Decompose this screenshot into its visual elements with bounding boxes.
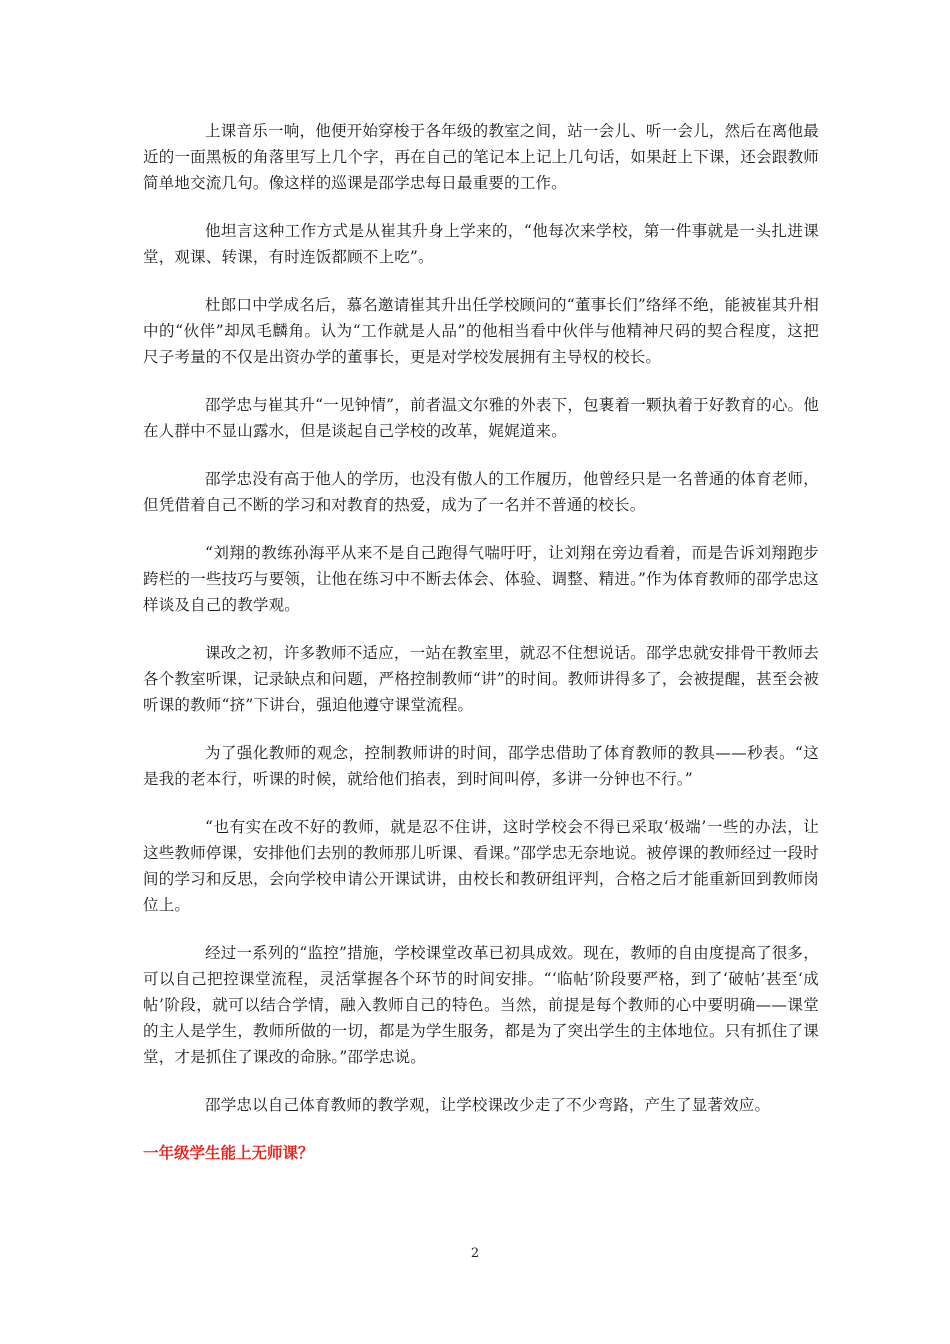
paragraph: 他坦言这种工作方式是从崔其升身上学来的，“他每次来学校，第一件事就是一头扎进课堂，观课、转课，有时连饭都顾不上吃”。 — [143, 222, 819, 266]
paragraph: 上课音乐一响，他便开始穿梭于各年级的教室之间，站一会儿、听一会儿，然后在离他最近的一面黑板的角落里写上几个字，再在自己的笔记本上记上几句话，如果赶上下课，还会跟教师简单地交流几句。像这样的巡课是邵学忠每日最重要的工作。 — [143, 122, 819, 192]
paragraph: “也有实在改不好的教师，就是忍不住讲，这时学校会不得已采取‘极端’一些的办法，让这些教师停课，安排他们去别的教师那儿听课、看课。”邵学忠无奈地说。被停课的教师经过一段时间的学习和反思，会向学校申请公开课试讲，由校长和教研组评判，合格之后才能重新回到教师岗位上。 — [143, 818, 819, 914]
document-body — [143, 118, 819, 1166]
section-heading: 一年级学生能上无师课？ — [143, 1143, 314, 1162]
paragraph: 杜郎口中学成名后，慕名邀请崔其升出任学校顾问的“董事长们”络绎不绝，能被崔其升相中的“伙伴”却凤毛麟角。认为“工作就是人品”的他相当看中伙伴与他精神尺码的契合程度，这把尺子考量的不仅是出资办学的董事长，更是对学校发展拥有主导权的校长。 — [143, 296, 819, 366]
paragraph: 课改之初，许多教师不适应，一站在教室里，就忍不住想说话。邵学忠就安排骨干教师去各个教室听课，记录缺点和问题，严格控制教师“讲”的时间。教师讲得多了，会被提醒，甚至会被听课的教师“挤”下讲台，强迫他遵守课堂流程。 — [143, 644, 819, 714]
paragraph: “刘翔的教练孙海平从来不是自己跑得气喘吁吁，让刘翔在旁边看着，而是告诉刘翔跑步跨栏的一些技巧与要领，让他在练习中不断去体会、体验、调整、精进。”作为体育教师的邵学忠这样谈及自己的教学观。 — [143, 544, 819, 614]
page-number: 2 — [470, 1246, 480, 1261]
paragraph: 为了强化教师的观念，控制教师讲的时间，邵学忠借助了体育教师的教具——秒表。“这是我的老本行，听课的时候，就给他们掐表，到时间叫停，多讲一分钟也不行。” — [143, 744, 819, 788]
paragraph: 邵学忠与崔其升“一见钟情”，前者温文尔雅的外表下，包裹着一颗执着于好教育的心。他在人群中不显山露水，但是谈起自己学校的改革，娓娓道来。 — [143, 396, 819, 440]
paragraph: 邵学忠以自己体育教师的教学观，让学校课改少走了不少弯路，产生了显著效应。 — [205, 1096, 771, 1114]
paragraph: 经过一系列的“监控”措施，学校课堂改革已初具成效。现在，教师的自由度提高了很多，可以自己把控课堂流程，灵活掌握各个环节的时间安排。“‘临帖’阶段要严格，到了‘破帖’甚至‘成帖’阶段，就可以结合学情，融入教师自己的特色。当然，前提是每个教师的心中要明确——课堂的主人是学生，教师所做的一切，都是为学生服务，都是为了突出学生的主体地位。只有抓住了课堂，才是抓住了课改的命脉。”邵学忠说。 — [143, 944, 819, 1066]
paragraph: 邵学忠没有高于他人的学历，也没有傲人的工作履历，他曾经只是一名普通的体育老师，但凭借着自己不断的学习和对教育的热爱，成为了一名并不普通的校长。 — [143, 470, 819, 514]
